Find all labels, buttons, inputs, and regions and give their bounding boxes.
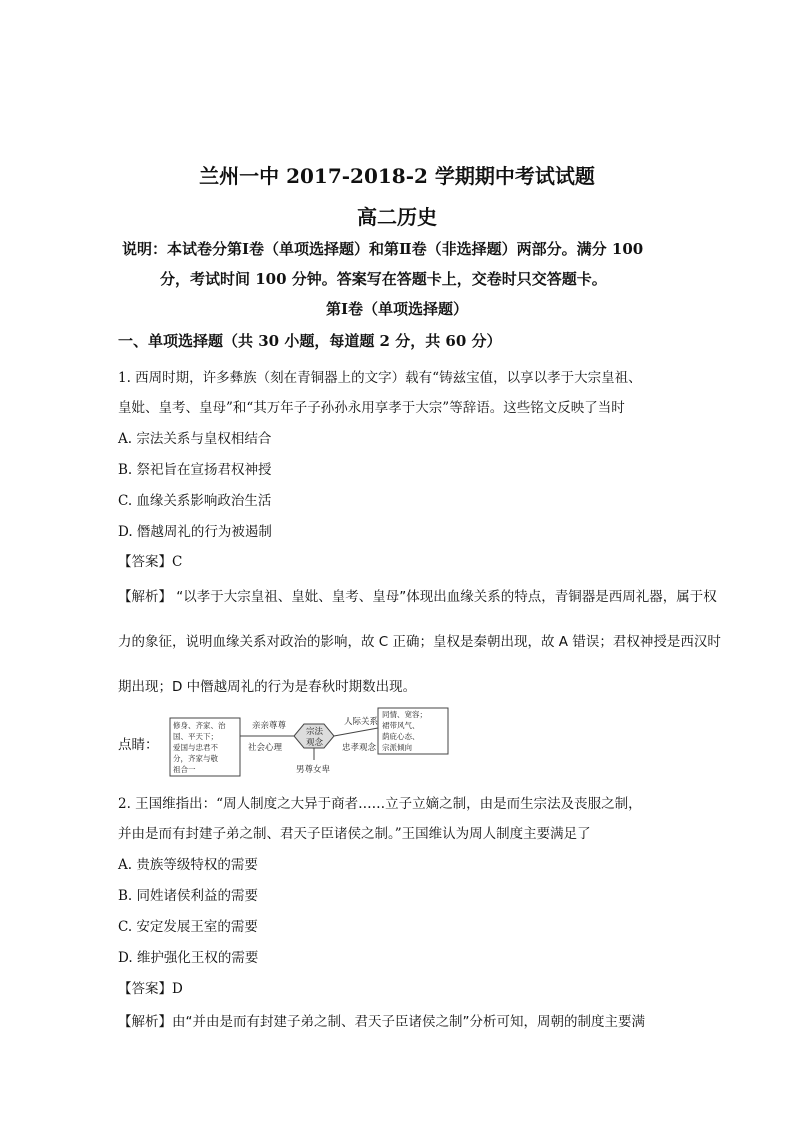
tip-label: 点睛： (118, 737, 159, 753)
q1-answer: 【答案】C (118, 554, 183, 570)
right-box-line-3: 荫庇心态、 (382, 732, 420, 741)
exam-title: 兰州一中 2017-2018-2 学期期中考试试题 (199, 164, 595, 188)
q2-stem-line-2: 并由是而有封建子弟之制、君天子臣诸侯之制。”王国维认为周人制度主要满足了 (118, 826, 591, 842)
q1-analysis-line-3: 期出现；D 中僭越周礼的行为是春秋时期数出现。 (118, 679, 417, 695)
clan-concept-diagram (168, 706, 452, 778)
q1-option-a: A. 宗法关系与皇权相结合 (118, 431, 272, 447)
center-line-2: 观念 (306, 738, 324, 748)
left-box-line-3: 爱国与忠君不 (173, 743, 218, 752)
q1-stem-line-2: 皇妣、皇考、皇母”和“其万年子子孙孙永用享孝于大宗”等辞语。这些铭文反映了当时 (118, 400, 625, 416)
q1-stem-line-1: 1. 西周时期，许多彝族（刻在青铜器上的文字）载有“铸兹宝值，以享以孝于大宗皇祖、 (118, 370, 642, 386)
q2-option-a: A. 贵族等级特权的需要 (118, 857, 258, 873)
left-box-line-1: 修身、齐家、治 (173, 721, 226, 730)
q1-analysis-line-1: 【解析】 “以孝于大宗皇祖、皇妣、皇考、皇母”体现出血缘关系的特点，青铜器是西周礼器，属于权 (118, 589, 717, 605)
q2-option-b: B. 同姓诸侯利益的需要 (118, 888, 259, 904)
left-box-line-5: 祖合一 (173, 765, 196, 774)
center-line-1: 宗法 (306, 727, 324, 737)
q2-option-d: D. 维护强化王权的需要 (118, 950, 259, 966)
subject-title: 高二历史 (357, 205, 437, 229)
note-line-1: 说明：本试卷分第Ⅰ卷（单项选择题）和第Ⅱ卷（非选择题）两部分。满分 100 (122, 240, 644, 258)
q2-stem-line-1: 2. 王国维指出：“周人制度之大异于商者……立子立嫡之制，由是而生宗法及丧服之制， (118, 796, 642, 812)
top-left-label: 亲亲尊尊 (252, 721, 287, 731)
volume-title: 第Ⅰ卷（单项选择题） (325, 300, 469, 318)
q1-option-b: B. 祭祀旨在宣扬君权神授 (118, 462, 272, 478)
bottom-right-label: 忠孝观念 (342, 743, 377, 753)
q1-option-c: C. 血缘关系影响政治生活 (118, 493, 272, 509)
q2-analysis-line-1: 【解析】由“并由是而有封建子弟之制、君天子臣诸侯之制”分析可知，周朝的制度主要满 (118, 1014, 645, 1030)
note-line-2: 分，考试时间 100 分钟。答案写在答题卡上，交卷时只交答题卡。 (160, 270, 607, 288)
top-right-label: 人际关系 (344, 717, 379, 727)
left-box-line-4: 分，齐家与敬 (173, 754, 218, 763)
bottom-center-label: 男尊女卑 (296, 765, 331, 775)
q1-analysis-line-2: 力的象征，说明血缘关系对政治的影响，故 C 正确；皇权是秦朝出现，故 A 错误；君权神授是西汉时 (118, 634, 721, 650)
left-box-line-2: 国、平天下； (173, 732, 218, 741)
right-box-line-2: 裙带风气、 (382, 721, 420, 730)
q1-option-d: D. 僭越周礼的行为被遏制 (118, 524, 272, 540)
q2-option-c: C. 安定发展王室的需要 (118, 919, 258, 935)
bottom-left-label: 社会心理 (248, 743, 283, 753)
q2-answer: 【答案】D (118, 981, 183, 997)
right-box-line-4: 宗派倾向 (382, 743, 412, 752)
right-box-line-1: 同情、宽容； (382, 710, 427, 719)
section-title: 一、单项选择题（共 30 小题，每道题 2 分，共 60 分） (118, 332, 502, 350)
right-connector (334, 728, 378, 736)
